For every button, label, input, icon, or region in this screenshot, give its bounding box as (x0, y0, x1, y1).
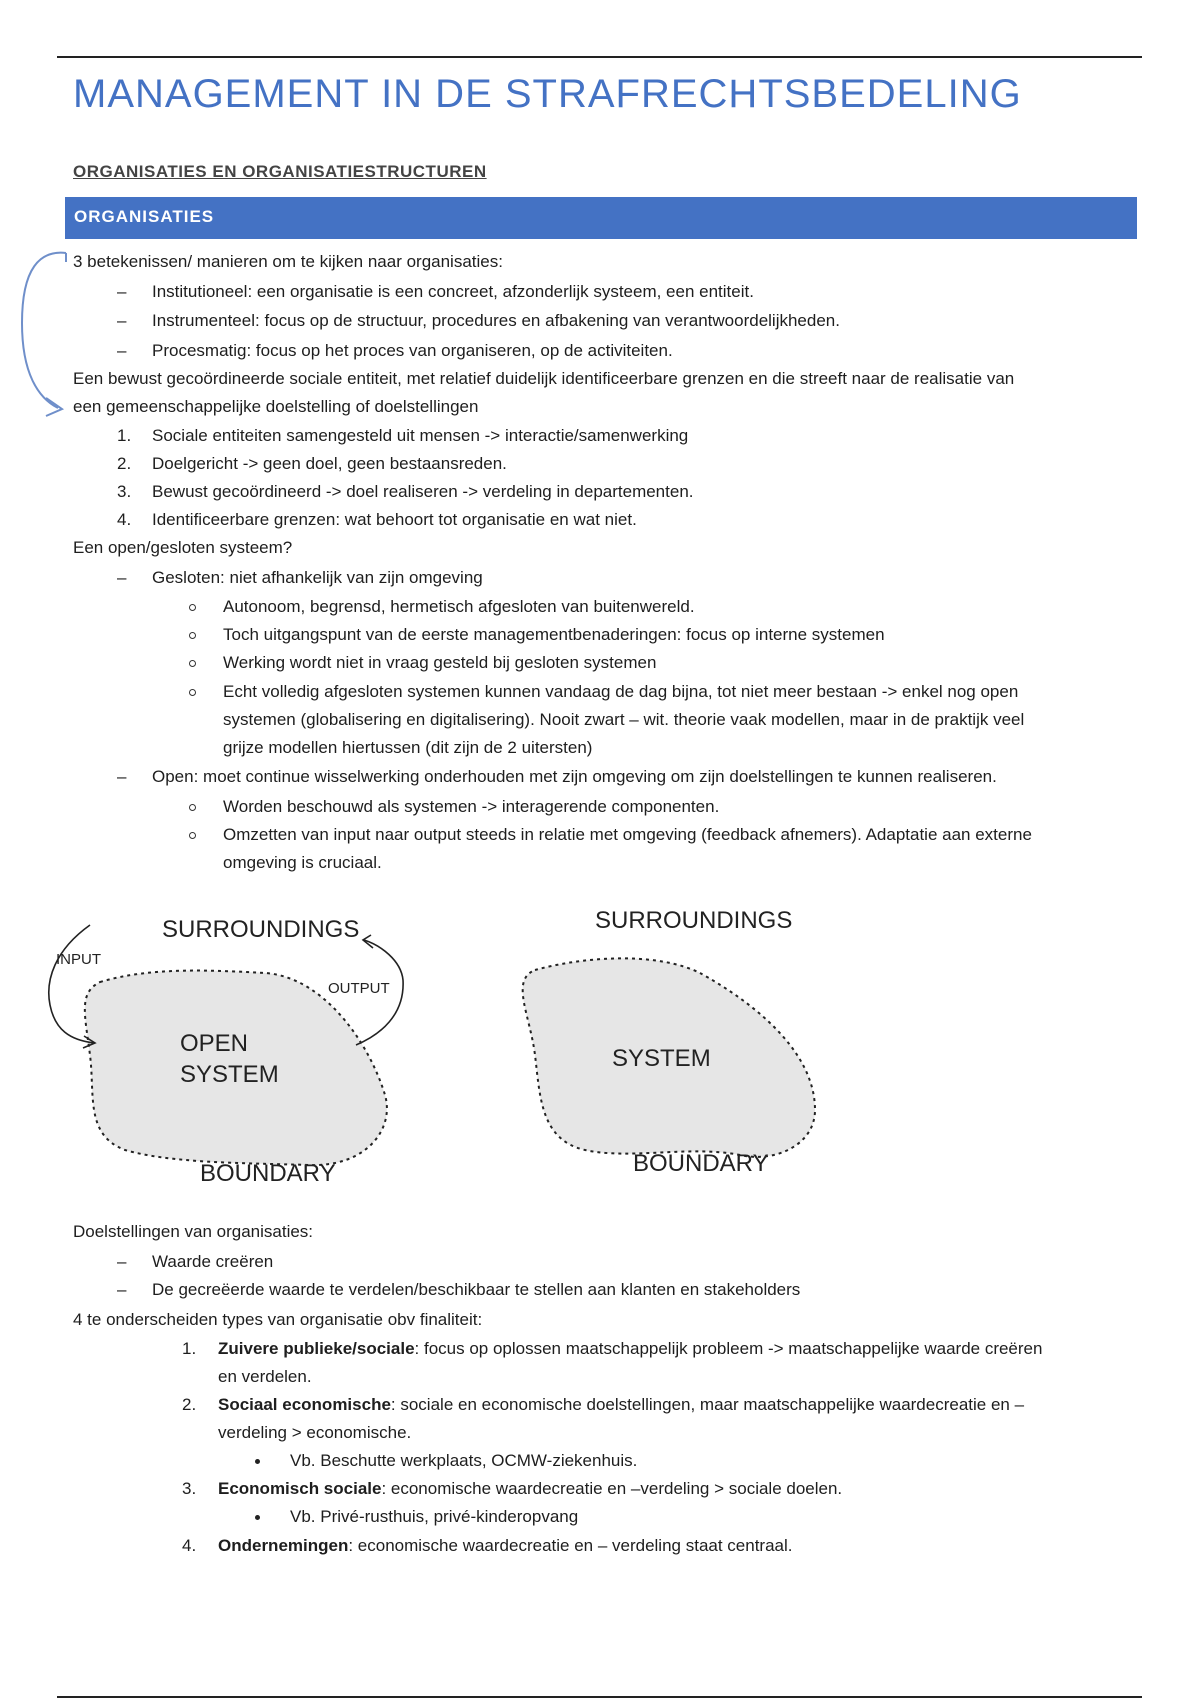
dash-marker: – (117, 341, 127, 360)
list-item: Sociale entiteiten samengesteld uit mensen -> interactie/samenwerking (152, 426, 689, 445)
circle-bullet (189, 804, 196, 811)
list-item-cont: systemen (globalisering en digitalisering). Nooit zwart – wit. theorie vaak modellen, maar in de praktijk veel (223, 710, 1025, 729)
list-item: Identificeerbare grenzen: wat behoort tot organisatie en wat niet. (152, 510, 637, 529)
type-desc: : focus op oplossen maatschappelijk probleem -> maatschappelijke waarde creëren (414, 1339, 1043, 1358)
list-item-cont: en verdelen. (218, 1367, 312, 1386)
bullet-dot (255, 1459, 260, 1464)
diagram-label: INPUT (56, 951, 101, 968)
list-number: 3. (117, 482, 132, 501)
open-system-diagram (40, 905, 420, 1195)
list-number: 1. (182, 1339, 197, 1358)
list-item: Toch uitgangspunt van de eerste managementbenaderingen: focus op interne systemen (223, 625, 885, 644)
diagram-label: SURROUNDINGS (162, 916, 360, 943)
type-desc: : economische waardecreatie en –verdeling > sociale doelen. (381, 1479, 843, 1498)
list-item (218, 1394, 1024, 1416)
dash-marker: – (117, 568, 127, 587)
intro-text: 3 betekenissen/ manieren om te kijken naar organisaties: (73, 252, 503, 271)
section-header (65, 197, 1137, 239)
list-item: Institutioneel: een organisatie is een concreet, afzonderlijk systeem, een entiteit. (152, 282, 754, 301)
closed-label: Gesloten: niet afhankelijk van zijn omgeving (152, 568, 483, 587)
type-name: Economisch sociale (218, 1479, 382, 1498)
list-item: Bewust gecoördineerd -> doel realiseren -> verdeling in departementen. (152, 482, 694, 501)
list-number: 4. (182, 1536, 197, 1555)
open-label: Open: moet continue wisselwerking onderhouden met zijn omgeving om zijn doelstellingen te kunnen realiseren. (152, 767, 997, 786)
diagram-label: SYSTEM (612, 1045, 711, 1072)
diagram-label: SURROUNDINGS (595, 907, 793, 934)
dash-marker: – (117, 282, 127, 301)
diagram-label: BOUNDARY (200, 1160, 336, 1187)
type-name: Sociaal economische (218, 1395, 391, 1414)
diagram-label: BOUNDARY (633, 1150, 769, 1177)
bottom-rule (57, 1696, 1142, 1698)
dash-marker: – (117, 1280, 127, 1299)
list-number: 1. (117, 426, 132, 445)
section-header-label: ORGANISATIES (74, 207, 215, 226)
list-item: De gecreëerde waarde te verdelen/beschikbaar te stellen aan klanten en stakeholders (152, 1280, 801, 1299)
list-item: Procesmatig: focus op het proces van organiseren, op de activiteiten. (152, 341, 673, 360)
circle-bullet (189, 689, 196, 696)
list-item (218, 1338, 1042, 1360)
dash-marker: – (117, 311, 127, 330)
list-number: 4. (117, 510, 132, 529)
goals-intro: Doelstellingen van organisaties: (73, 1222, 314, 1241)
circle-bullet (189, 632, 196, 639)
circle-bullet (189, 604, 196, 611)
list-item (218, 1478, 842, 1500)
types-intro: 4 te onderscheiden types van organisatie obv finaliteit: (73, 1310, 483, 1329)
diagram-label: OPEN (180, 1030, 249, 1057)
example-item: Vb. Privé-rusthuis, privé-kinderopvang (290, 1507, 579, 1526)
list-item: Waarde creëren (152, 1252, 274, 1271)
list-item: Omzetten van input naar output steeds in relatie met omgeving (feedback afnemers). Adaptatie aan externe (223, 825, 1032, 844)
bullet-dot (255, 1515, 260, 1520)
list-item: Autonoom, begrensd, hermetisch afgesloten van buitenwereld. (223, 597, 695, 616)
list-item-cont: verdeling > economische. (218, 1423, 412, 1442)
list-item (218, 1535, 793, 1557)
list-number: 2. (117, 454, 132, 473)
definition-line: Een bewust gecoördineerde sociale entiteit, met relatief duidelijk identificeerbare grenzen en die streeft naar de realisatie van (73, 369, 1015, 388)
list-item: Instrumenteel: focus op de structuur, procedures en afbakening van verantwoordelijkheden. (152, 311, 840, 330)
diagram-label: SYSTEM (180, 1061, 279, 1088)
type-desc: : economische waardecreatie en – verdeling staat centraal. (348, 1536, 793, 1555)
type-name: Zuivere publieke/sociale (218, 1339, 415, 1358)
definition-line: een gemeenschappelijke doelstelling of doelstellingen (73, 397, 479, 416)
list-number: 2. (182, 1395, 197, 1414)
list-item: Echt volledig afgesloten systemen kunnen vandaag de dag bijna, tot niet meer bestaan -> enkel nog open (223, 682, 1019, 701)
list-item: Doelgericht -> geen doel, geen bestaansreden. (152, 454, 507, 473)
curved-arrow-icon (10, 248, 70, 418)
list-item-cont: omgeving is cruciaal. (223, 853, 382, 872)
circle-bullet (189, 832, 196, 839)
system-question: Een open/gesloten systeem? (73, 538, 293, 557)
top-rule (57, 56, 1142, 58)
list-item: Worden beschouwd als systemen -> interagerende componenten. (223, 797, 720, 816)
list-item-cont: grijze modellen hiertussen (dit zijn de 2 uitersten) (223, 738, 593, 757)
example-item: Vb. Beschutte werkplaats, OCMW-ziekenhuis. (290, 1451, 638, 1470)
circle-bullet (189, 660, 196, 667)
closed-system-diagram (510, 895, 840, 1185)
dash-marker: – (117, 1252, 127, 1271)
type-desc: : sociale en economische doelstellingen, maar maatschappelijke waardecreatie en – (390, 1395, 1025, 1414)
dash-marker: – (117, 767, 127, 786)
type-name: Ondernemingen (218, 1536, 349, 1555)
list-item: Werking wordt niet in vraag gesteld bij gesloten systemen (223, 653, 657, 672)
page-title: MANAGEMENT IN DE STRAFRECHTSBEDELING (73, 72, 1022, 116)
subtitle: ORGANISATIES EN ORGANISATIESTRUCTUREN (73, 162, 487, 181)
list-number: 3. (182, 1479, 197, 1498)
diagram-label: OUTPUT (328, 980, 390, 997)
